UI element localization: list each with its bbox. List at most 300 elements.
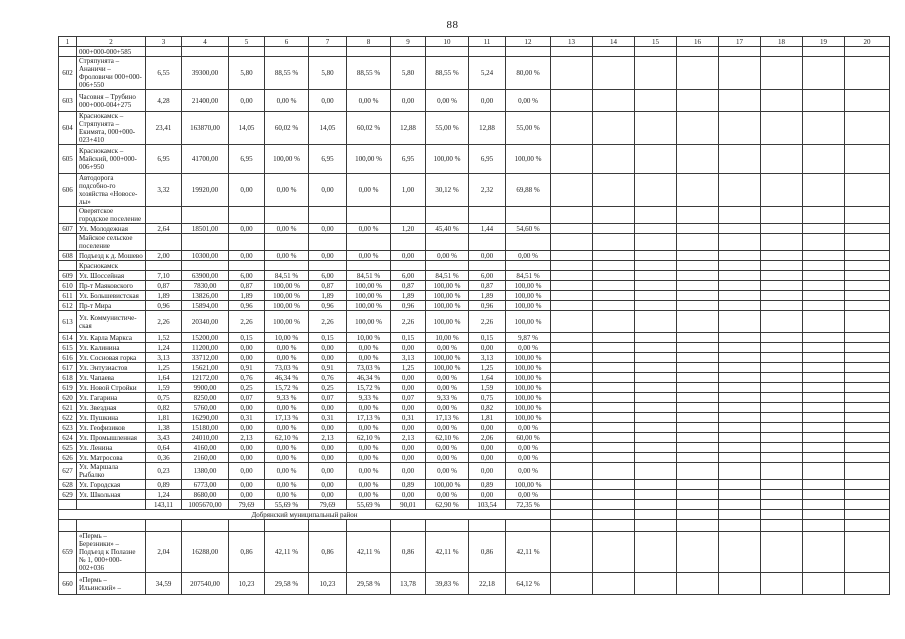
empty-cell [845, 174, 890, 207]
empty-cell [593, 480, 635, 490]
empty-cell [551, 301, 593, 311]
empty-cell [677, 343, 719, 353]
empty-cell [761, 510, 803, 520]
empty-cell [635, 520, 677, 532]
empty-cell [635, 57, 677, 90]
table-row [59, 57, 890, 90]
value-cell [506, 234, 551, 251]
value-cell: 100,00 % [506, 393, 551, 403]
empty-cell [803, 112, 845, 145]
value-cell: 0,00 [309, 343, 347, 353]
value-cell [506, 261, 551, 271]
value-cell: 15180,00 [182, 423, 229, 433]
empty-cell [761, 453, 803, 463]
value-cell: 0,00 [391, 90, 426, 112]
value-cell: 80,00 % [506, 57, 551, 90]
value-cell: 0,07 [229, 393, 265, 403]
value-cell: 100,00 % [347, 311, 391, 333]
value-cell: 0,00 % [426, 423, 469, 433]
road-name: Ул. Чапаева [77, 373, 146, 383]
empty-cell [635, 261, 677, 271]
value-cell: 0,00 [391, 490, 426, 500]
row-number: 659 [59, 532, 77, 573]
empty-cell [761, 373, 803, 383]
table-row [59, 311, 890, 333]
value-cell: 0,00 [309, 490, 347, 500]
empty-cell [551, 443, 593, 453]
empty-cell [551, 291, 593, 301]
empty-cell [551, 500, 593, 510]
value-cell: 0,86 [469, 532, 506, 573]
empty-cell [803, 353, 845, 363]
row-number: 609 [59, 271, 77, 281]
value-cell: 3,32 [146, 174, 182, 207]
value-cell: 100,00 % [347, 301, 391, 311]
empty-cell [677, 403, 719, 413]
empty-cell [593, 520, 635, 532]
empty-cell [845, 490, 890, 500]
empty-cell [551, 353, 593, 363]
empty-cell [551, 145, 593, 174]
empty-cell [551, 463, 593, 480]
value-cell [347, 234, 391, 251]
table-row [59, 251, 890, 261]
value-cell: 0,00 % [347, 224, 391, 234]
road-name: Автодорога подсобно-го хозяйства «Новосе-лы» [77, 174, 146, 207]
column-number: 13 [551, 37, 593, 47]
value-cell: 2,26 [391, 311, 426, 333]
value-cell: 0,00 % [506, 343, 551, 353]
value-cell: 0,00 % [506, 443, 551, 453]
value-cell: 0,00 % [506, 490, 551, 500]
table-row [59, 207, 890, 224]
table-row [59, 47, 890, 57]
value-cell: 100,00 % [426, 281, 469, 291]
value-cell: 0,00 % [265, 251, 309, 261]
row-number: 621 [59, 403, 77, 413]
empty-cell [635, 453, 677, 463]
value-cell [506, 520, 551, 532]
value-cell: 0,00 % [265, 403, 309, 413]
empty-cell [761, 261, 803, 271]
empty-cell [761, 490, 803, 500]
empty-cell [803, 573, 845, 595]
empty-cell [551, 532, 593, 573]
value-cell: 100,00 % [426, 363, 469, 373]
empty-cell [677, 363, 719, 373]
value-cell: 0,00 [391, 383, 426, 393]
value-cell: 100,00 % [426, 301, 469, 311]
page-number: 88 [446, 19, 459, 31]
empty-cell [719, 500, 761, 510]
table-body [59, 37, 890, 595]
empty-cell [719, 224, 761, 234]
row-number: 608 [59, 251, 77, 261]
table-row [59, 490, 890, 500]
value-cell: 0,00 % [347, 453, 391, 463]
value-cell: 1,89 [146, 291, 182, 301]
value-cell: 0,00 % [265, 174, 309, 207]
value-cell: 0,15 [229, 333, 265, 343]
empty-cell [803, 403, 845, 413]
road-name [77, 520, 146, 532]
value-cell: 100,00 % [265, 145, 309, 174]
empty-cell [761, 47, 803, 57]
empty-cell [635, 443, 677, 453]
table-row [59, 90, 890, 112]
empty-cell [845, 343, 890, 353]
value-cell: 0,00 % [265, 353, 309, 363]
value-cell: 79,69 [309, 500, 347, 510]
value-cell: 8680,00 [182, 490, 229, 500]
value-cell: 100,00 % [426, 291, 469, 301]
empty-cell [761, 207, 803, 224]
value-cell: 143,11 [146, 500, 182, 510]
value-cell: 100,00 % [426, 480, 469, 490]
value-cell [229, 47, 265, 57]
value-cell [182, 207, 229, 224]
empty-cell [635, 301, 677, 311]
empty-cell [551, 311, 593, 333]
value-cell: 2,64 [146, 224, 182, 234]
value-cell: 42,11 % [506, 532, 551, 573]
value-cell: 0,96 [391, 301, 426, 311]
value-cell [347, 520, 391, 532]
value-cell [309, 234, 347, 251]
value-cell: 0,31 [229, 413, 265, 423]
value-cell: 0,00 [229, 224, 265, 234]
road-name: Ул. Энтузиастов [77, 363, 146, 373]
empty-cell [845, 463, 890, 480]
value-cell: 33712,00 [182, 353, 229, 363]
row-number: 613 [59, 311, 77, 333]
empty-cell [845, 433, 890, 443]
row-number: 602 [59, 57, 77, 90]
empty-cell [677, 383, 719, 393]
empty-cell [719, 423, 761, 433]
value-cell: 29,58 % [265, 573, 309, 595]
column-number: 1 [59, 37, 77, 47]
value-cell: 0,00 % [426, 453, 469, 463]
value-cell: 1,59 [469, 383, 506, 393]
value-cell: 4160,00 [182, 443, 229, 453]
empty-cell [845, 573, 890, 595]
empty-cell [677, 174, 719, 207]
value-cell: 1,89 [229, 291, 265, 301]
empty-cell [635, 145, 677, 174]
empty-cell [761, 174, 803, 207]
value-cell: 55,00 % [426, 112, 469, 145]
table-row [59, 433, 890, 443]
empty-cell [761, 383, 803, 393]
empty-cell [803, 333, 845, 343]
value-cell [265, 234, 309, 251]
value-cell: 1,64 [469, 373, 506, 383]
value-cell: 0,00 [469, 343, 506, 353]
empty-cell [803, 271, 845, 281]
empty-cell [677, 532, 719, 573]
empty-cell [803, 500, 845, 510]
value-cell: 15621,00 [182, 363, 229, 373]
value-cell: 0,31 [309, 413, 347, 423]
value-cell: 0,75 [146, 393, 182, 403]
value-cell: 0,96 [146, 301, 182, 311]
value-cell: 46,34 % [347, 373, 391, 383]
value-cell: 9,33 % [426, 393, 469, 403]
value-cell: 62,10 % [347, 433, 391, 443]
empty-cell [719, 234, 761, 251]
value-cell: 0,00 % [347, 480, 391, 490]
empty-cell [551, 453, 593, 463]
value-cell: 1,59 [146, 383, 182, 393]
value-cell: 0,00 % [265, 443, 309, 453]
empty-cell [803, 423, 845, 433]
value-cell: 0,00 [229, 463, 265, 480]
value-cell: 100,00 % [506, 281, 551, 291]
table-row [59, 234, 890, 251]
value-cell [229, 207, 265, 224]
empty-cell [719, 520, 761, 532]
empty-cell [635, 393, 677, 403]
value-cell [426, 234, 469, 251]
value-cell: 3,43 [146, 433, 182, 443]
value-cell: 9900,00 [182, 383, 229, 393]
empty-cell [551, 393, 593, 403]
road-name: Ул. Карла Маркса [77, 333, 146, 343]
value-cell: 21400,00 [182, 90, 229, 112]
empty-cell [845, 353, 890, 363]
empty-cell [551, 224, 593, 234]
value-cell: 0,82 [469, 403, 506, 413]
value-cell [391, 207, 426, 224]
table-row [59, 291, 890, 301]
empty-cell [551, 47, 593, 57]
empty-cell [593, 490, 635, 500]
empty-cell [593, 433, 635, 443]
value-cell: 100,00 % [347, 281, 391, 291]
road-name: Ул. Сосновая горка [77, 353, 146, 363]
empty-cell [761, 333, 803, 343]
value-cell: 100,00 % [347, 291, 391, 301]
empty-cell [551, 383, 593, 393]
value-cell [469, 261, 506, 271]
value-cell: 0,00 [469, 443, 506, 453]
table-row [59, 413, 890, 423]
road-name: Ул. Маршала Рыбалко [77, 463, 146, 480]
value-cell: 6,95 [391, 145, 426, 174]
value-cell: 2,13 [309, 433, 347, 443]
value-cell: 0,00 [391, 373, 426, 383]
empty-cell [677, 234, 719, 251]
value-cell: 62,10 % [426, 433, 469, 443]
road-name: Ул. Большевистская [77, 291, 146, 301]
empty-cell [845, 453, 890, 463]
row-number: 604 [59, 112, 77, 145]
value-cell: 5,80 [229, 57, 265, 90]
empty-cell [761, 301, 803, 311]
empty-cell [761, 343, 803, 353]
value-cell: 0,00 [309, 480, 347, 490]
empty-cell [593, 90, 635, 112]
empty-cell [593, 453, 635, 463]
value-cell: 0,00 % [426, 490, 469, 500]
value-cell: 23,41 [146, 112, 182, 145]
table-row [59, 112, 890, 145]
empty-cell [635, 480, 677, 490]
empty-cell [677, 207, 719, 224]
value-cell: 2,13 [229, 433, 265, 443]
value-cell: 0,89 [469, 480, 506, 490]
empty-cell [845, 520, 890, 532]
value-cell: 6,55 [146, 57, 182, 90]
value-cell: 84,51 % [265, 271, 309, 281]
table-row [59, 423, 890, 433]
road-name: Краснокамск – Стряпунята – Екимята, 000+000-023+410 [77, 112, 146, 145]
row-number: 616 [59, 353, 77, 363]
column-number: 20 [845, 37, 890, 47]
value-cell: 12,88 [391, 112, 426, 145]
value-cell: 10,00 % [347, 333, 391, 343]
empty-cell [803, 234, 845, 251]
value-cell: 2,00 [146, 251, 182, 261]
table-row [59, 353, 890, 363]
empty-cell [845, 393, 890, 403]
table-row [59, 500, 890, 510]
value-cell: 0,00 % [506, 90, 551, 112]
value-cell: 1,00 [391, 174, 426, 207]
value-cell: 1,24 [146, 490, 182, 500]
value-cell: 0,86 [391, 532, 426, 573]
empty-cell [635, 532, 677, 573]
empty-cell [803, 291, 845, 301]
value-cell: 41700,00 [182, 145, 229, 174]
value-cell [309, 261, 347, 271]
value-cell: 42,11 % [426, 532, 469, 573]
value-cell: 0,00 % [347, 403, 391, 413]
value-cell: 0,07 [391, 393, 426, 403]
empty-cell [551, 520, 593, 532]
empty-cell [719, 383, 761, 393]
value-cell [229, 261, 265, 271]
value-cell: 19920,00 [182, 174, 229, 207]
value-cell: 6,95 [469, 145, 506, 174]
empty-cell [677, 281, 719, 291]
empty-cell [719, 333, 761, 343]
value-cell: 0,76 [309, 373, 347, 383]
value-cell: 15200,00 [182, 333, 229, 343]
value-cell: 10,00 % [265, 333, 309, 343]
empty-cell [635, 413, 677, 423]
value-cell: 0,00 [391, 403, 426, 413]
table-row [59, 532, 890, 573]
value-cell: 0,00 [391, 463, 426, 480]
value-cell: 64,12 % [506, 573, 551, 595]
empty-cell [845, 281, 890, 291]
empty-cell [551, 433, 593, 443]
value-cell: 100,00 % [506, 373, 551, 383]
empty-cell [551, 363, 593, 373]
empty-cell [593, 393, 635, 403]
empty-cell [845, 145, 890, 174]
value-cell [391, 261, 426, 271]
empty-cell [677, 443, 719, 453]
empty-cell [761, 90, 803, 112]
empty-cell [677, 271, 719, 281]
value-cell [426, 207, 469, 224]
row-number: 623 [59, 423, 77, 433]
value-cell: 0,00 [469, 453, 506, 463]
value-cell: 0,96 [469, 301, 506, 311]
column-number: 15 [635, 37, 677, 47]
value-cell: 100,00 % [506, 363, 551, 373]
value-cell [469, 47, 506, 57]
value-cell: 0,64 [146, 443, 182, 453]
value-cell: 11200,00 [182, 343, 229, 353]
value-cell: 69,88 % [506, 174, 551, 207]
empty-cell [803, 251, 845, 261]
value-cell: 100,00 % [506, 301, 551, 311]
empty-cell [593, 291, 635, 301]
value-cell: 0,00 % [265, 490, 309, 500]
value-cell [265, 261, 309, 271]
value-cell: 20340,00 [182, 311, 229, 333]
value-cell [347, 261, 391, 271]
table-row [59, 224, 890, 234]
section-title-row [59, 510, 890, 520]
value-cell: 55,69 % [347, 500, 391, 510]
value-cell: 100,00 % [506, 403, 551, 413]
value-cell [182, 261, 229, 271]
empty-cell [719, 301, 761, 311]
value-cell: 6,00 [309, 271, 347, 281]
empty-cell [593, 207, 635, 224]
empty-cell [593, 463, 635, 480]
value-cell: 0,00 % [265, 463, 309, 480]
road-name: Оверятское городское поселение [77, 207, 146, 224]
value-cell: 0,87 [469, 281, 506, 291]
value-cell: 0,87 [229, 281, 265, 291]
empty-cell [803, 520, 845, 532]
road-name: Краснокамск [77, 261, 146, 271]
value-cell: 17,13 % [265, 413, 309, 423]
value-cell: 0,00 % [347, 463, 391, 480]
empty-cell [803, 490, 845, 500]
empty-cell [803, 90, 845, 112]
value-cell: 3,13 [469, 353, 506, 363]
value-cell: 1,64 [146, 373, 182, 383]
value-cell: 1,81 [469, 413, 506, 423]
empty-cell [845, 363, 890, 373]
empty-cell [593, 363, 635, 373]
empty-cell [635, 343, 677, 353]
empty-cell [635, 112, 677, 145]
empty-cell [551, 403, 593, 413]
empty-cell [677, 490, 719, 500]
empty-cell [845, 383, 890, 393]
empty-cell [719, 443, 761, 453]
value-cell [506, 207, 551, 224]
value-cell [426, 261, 469, 271]
empty-cell [593, 532, 635, 573]
empty-cell [551, 281, 593, 291]
value-cell: 7830,00 [182, 281, 229, 291]
value-cell: 103,54 [469, 500, 506, 510]
column-number: 8 [347, 37, 391, 47]
empty-cell [635, 224, 677, 234]
value-cell: 88,55 % [347, 57, 391, 90]
empty-cell [719, 112, 761, 145]
value-cell: 0,00 [309, 90, 347, 112]
